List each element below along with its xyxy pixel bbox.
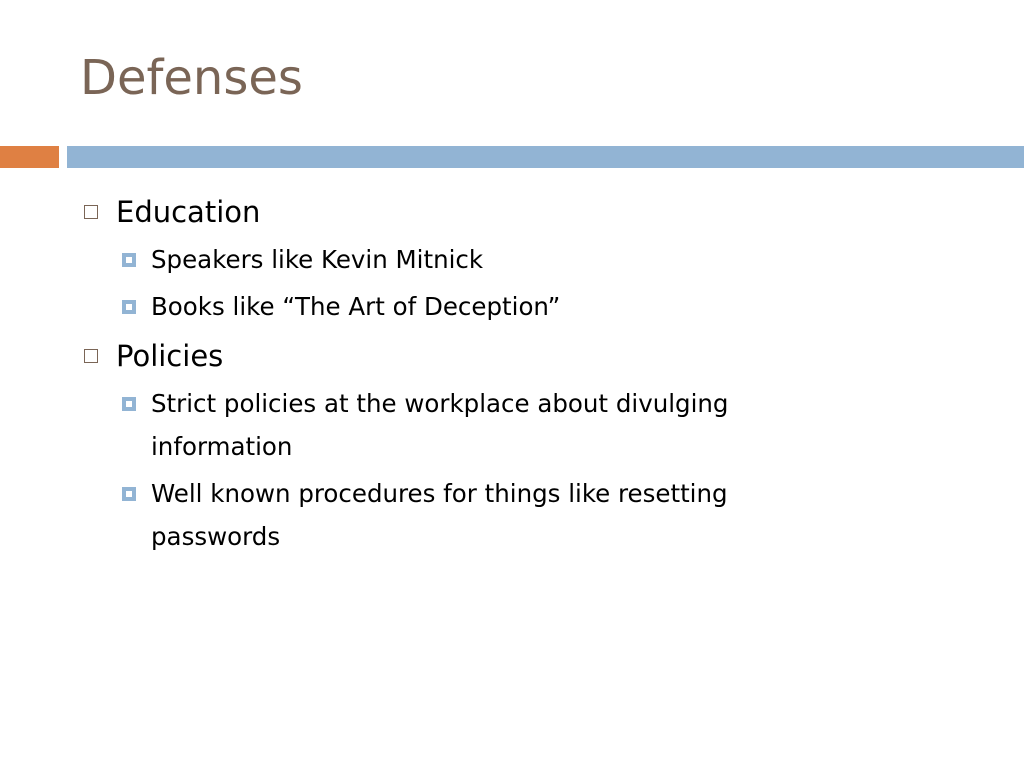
- sub-bullet-label: Well known procedures for things like resetting passwords: [151, 479, 728, 551]
- sub-bullet-label: Speakers like Kevin Mitnick: [151, 245, 484, 274]
- slide-title: Defenses: [80, 50, 303, 106]
- hollow-square-icon: [84, 349, 98, 363]
- bullet-group-education: [82, 190, 882, 328]
- filled-square-icon: [122, 253, 136, 267]
- hollow-square-icon: [84, 205, 98, 219]
- accent-bar-blue: [67, 146, 1024, 168]
- bullet-list: [82, 190, 882, 564]
- sub-bullet-item: [122, 285, 882, 328]
- filled-square-icon: [122, 300, 136, 314]
- bullet-label: Education: [116, 195, 261, 229]
- filled-square-icon: [122, 397, 136, 411]
- sub-bullet-item: [122, 472, 882, 558]
- bullet-group-policies: [82, 334, 882, 558]
- bullet-item: [82, 190, 882, 234]
- bullet-item: [82, 334, 882, 378]
- bullet-label: Policies: [116, 339, 224, 373]
- sub-bullet-label: Strict policies at the workplace about divulging information: [151, 389, 729, 461]
- accent-bar-orange: [0, 146, 59, 168]
- filled-square-icon: [122, 487, 136, 501]
- sub-bullet-item: [122, 238, 882, 281]
- sub-bullet-label: Books like “The Art of Deception”: [151, 292, 561, 321]
- sub-bullet-item: [122, 382, 882, 468]
